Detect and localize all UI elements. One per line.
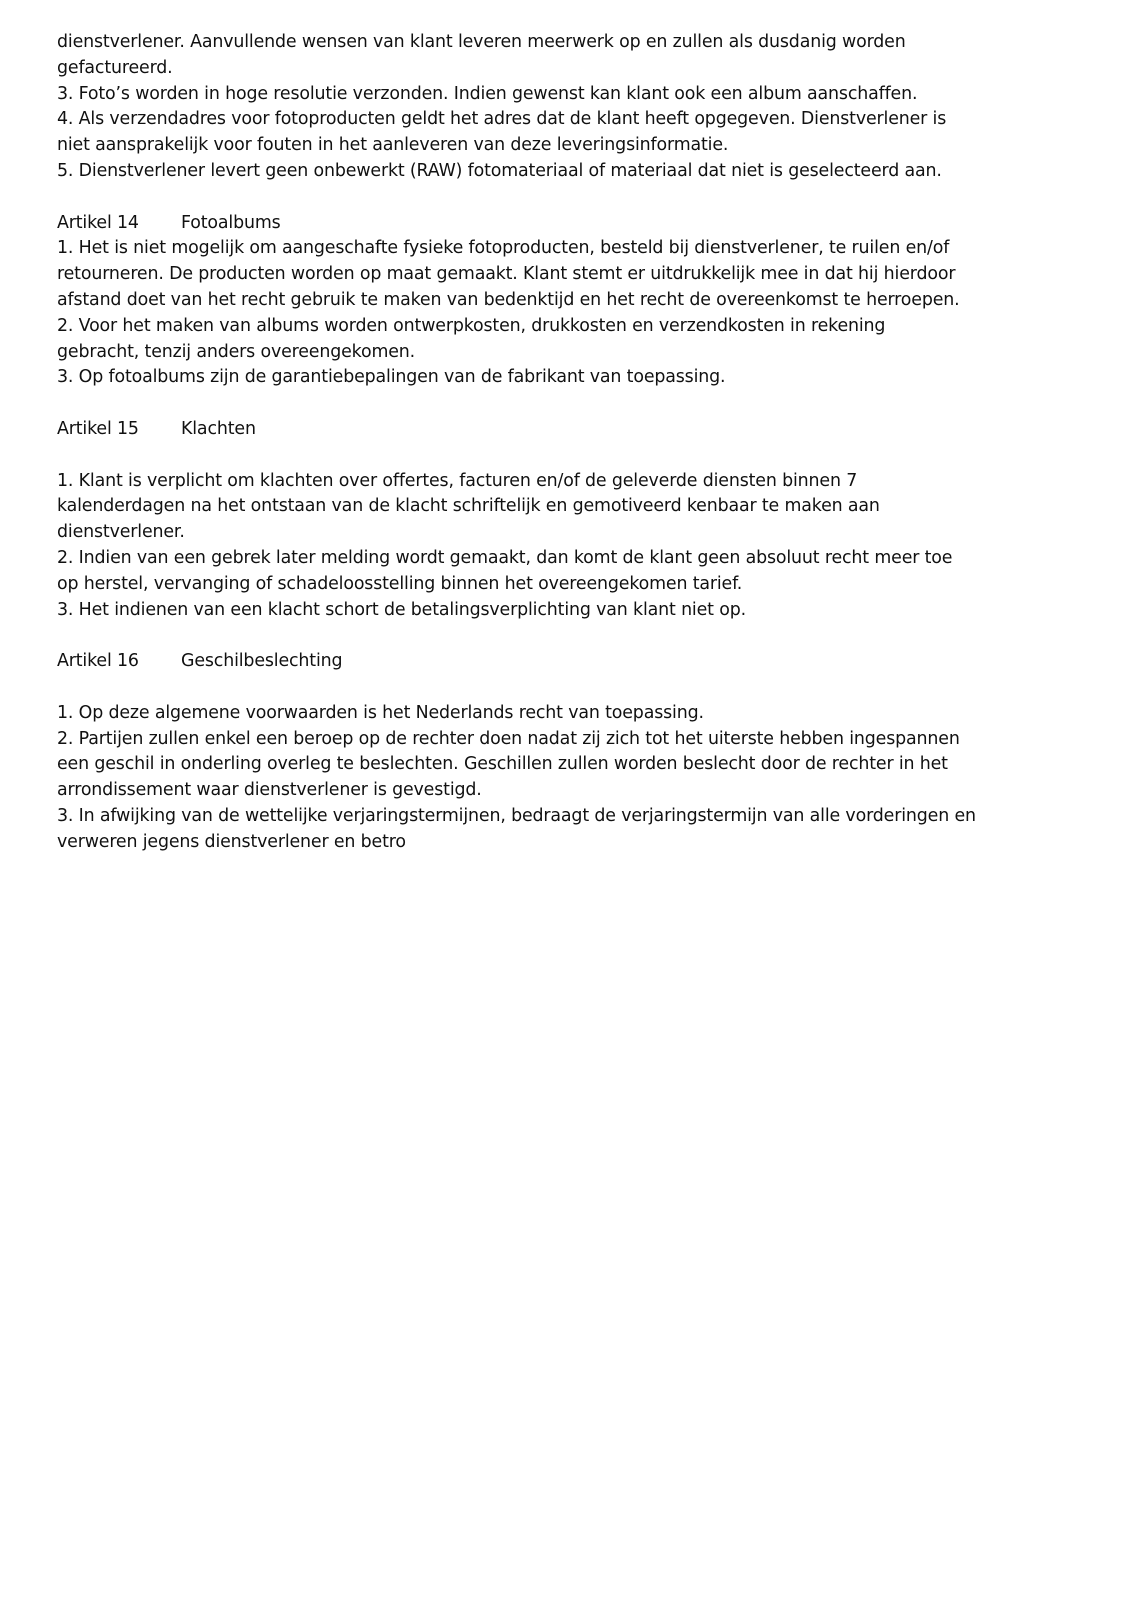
text-line: 5. Dienstverlener levert geen onbewerkt (RAW) fotomateriaal of materiaal dat niet is geselecteerd aan. (57, 160, 942, 181)
text-line: niet aansprakelijk voor fouten in het aanleveren van deze leveringsinformatie. (57, 135, 729, 156)
paragraph-gap (57, 443, 1087, 469)
text-line: 3. Het indienen van een klacht schort de betalingsverplichting van klant niet op. (57, 599, 746, 620)
text-line: retourneren. De producten worden op maat gemaakt. Klant stemt er uitdrukkelijk mee in dat hij hierdoor (57, 264, 956, 285)
text-line: 4. Als verzendadres voor fotoproducten geldt het adres dat de klant heeft opgegeven. Dienstverlener is (57, 109, 947, 130)
paragraph-gap (57, 675, 1087, 701)
text-line: 2. Partijen zullen enkel een beroep op de rechter doen nadat zij zich tot het uiterste hebben ingespannen (57, 728, 960, 749)
article-number: Artikel 14 (57, 212, 139, 233)
text-line: een geschil in onderling overleg te beslechten. Geschillen zullen worden beslecht door de rechter in het (57, 754, 948, 775)
article-number: Artikel 16 (57, 651, 139, 672)
text-line: afstand doet van het recht gebruik te maken van bedenktijd en het recht de overeenkomst te herroepen. (57, 289, 960, 310)
article-heading (57, 211, 1087, 237)
text-line: 1. Klant is verplicht om klachten over offertes, facturen en/of de geleverde diensten binnen 7 (57, 470, 858, 491)
text-line: kalenderdagen na het ontstaan van de klacht schriftelijk en gemotiveerd kenbaar te maken aan (57, 496, 880, 517)
text-line: op herstel, vervanging of schadeloosstelling binnen het overeengekomen tarief. (57, 573, 743, 594)
article-title: Klachten (181, 418, 256, 439)
article-title: Fotoalbums (181, 212, 281, 233)
text-line: 3. In afwijking van de wettelijke verjaringstermijnen, bedraagt de verjaringstermijn van alle vorderingen en (57, 805, 976, 826)
article-16 (57, 649, 1087, 855)
text-line: dienstverlener. Aanvullende wensen van klant leveren meerwerk op en zullen als dusdanig worden (57, 32, 906, 52)
text-line: 3. Foto’s worden in hoge resolutie verzonden. Indien gewenst kan klant ook een album aanschaffen. (57, 83, 918, 104)
article-heading (57, 417, 1087, 443)
intro-section (57, 30, 1087, 185)
text-line: gebracht, tenzij anders overeengekomen. (57, 341, 416, 362)
article-heading (57, 649, 1087, 675)
text-line: gefactureerd. (57, 57, 173, 78)
text-line: dienstverlener. (57, 522, 185, 543)
paragraph-gap (57, 185, 1087, 211)
text-line: arrondissement waar dienstverlener is gevestigd. (57, 780, 482, 801)
text-line: verweren jegens dienstverlener en betro (57, 831, 406, 852)
article-15 (57, 417, 1087, 623)
paragraph-gap (57, 623, 1087, 649)
text-line: 3. Op fotoalbums zijn de garantiebepalingen van de fabrikant van toepassing. (57, 367, 726, 388)
text-line: 1. Het is niet mogelijk om aangeschafte fysieke fotoproducten, besteld bij dienstverlener, te ruilen en/of (57, 238, 950, 259)
text-line: 1. Op deze algemene voorwaarden is het Nederlands recht van toepassing. (57, 702, 704, 723)
paragraph-gap (57, 391, 1087, 417)
text-line: 2. Voor het maken van albums worden ontwerpkosten, drukkosten en verzendkosten in rekening (57, 315, 886, 336)
article-14 (57, 211, 1087, 392)
article-number: Artikel 15 (57, 418, 139, 439)
article-title: Geschilbeslechting (181, 651, 343, 672)
text-line: 2. Indien van een gebrek later melding wordt gemaakt, dan komt de klant geen absoluut recht meer toe (57, 547, 953, 568)
document-page (57, 30, 1087, 856)
